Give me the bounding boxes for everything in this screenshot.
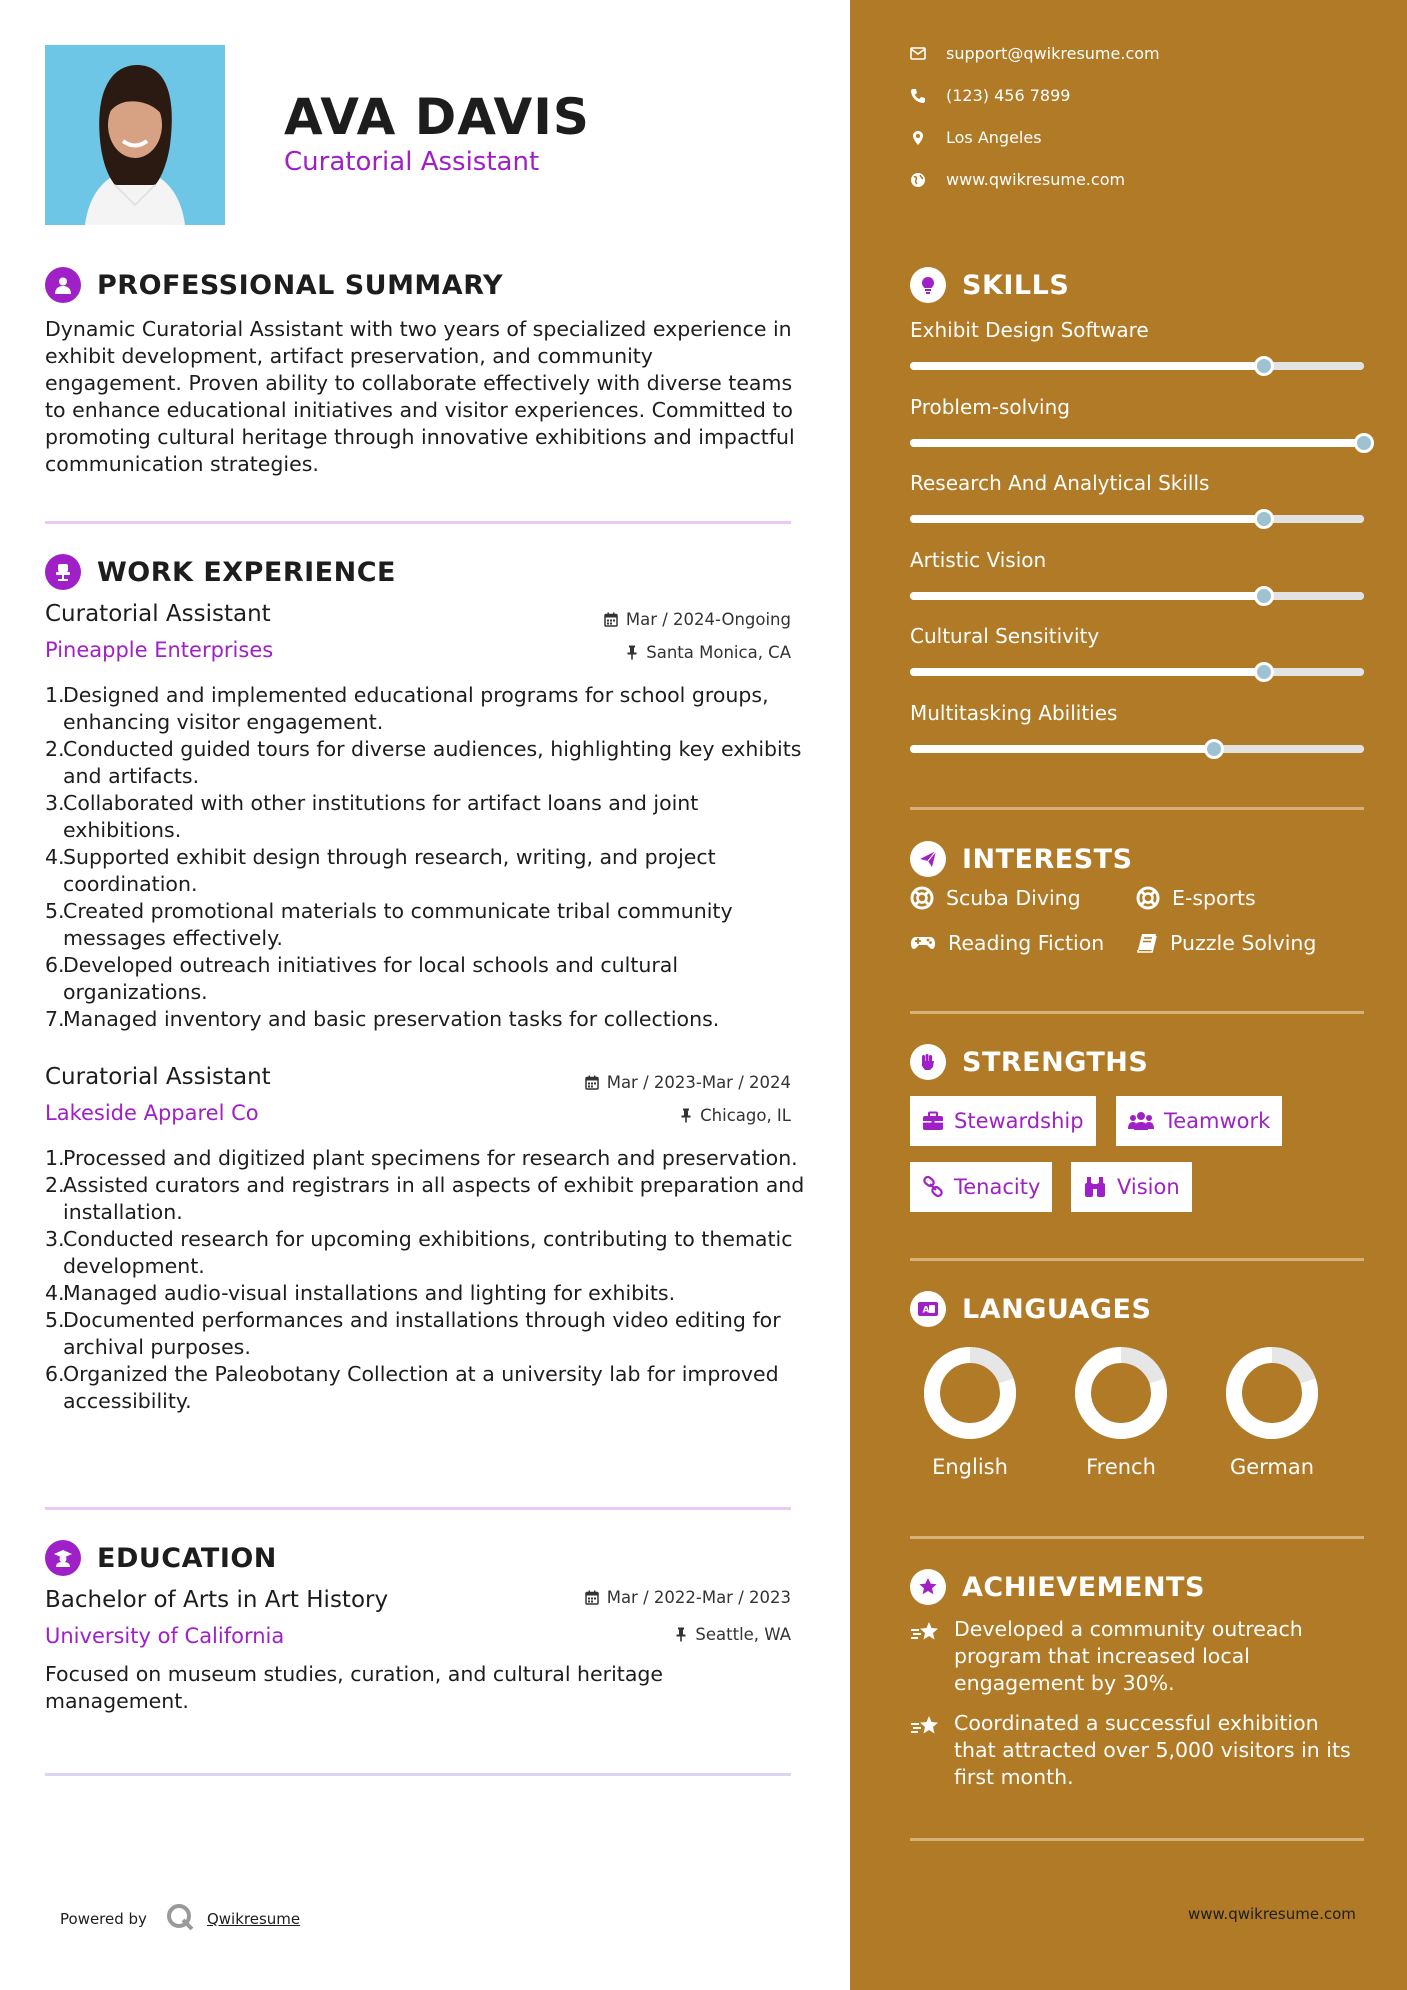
lightbulb-icon bbox=[910, 267, 946, 303]
bullet-number: 6. bbox=[45, 953, 65, 977]
education-location-text: Seattle, WA bbox=[695, 1625, 791, 1644]
job-bullet bbox=[45, 898, 805, 952]
job-bullet bbox=[45, 1307, 805, 1361]
section-divider bbox=[45, 521, 791, 524]
section-divider bbox=[910, 1838, 1364, 1841]
bullet-text: Conducted guided tours for diverse audiences, highlighting key exhibits and artifacts. bbox=[63, 737, 802, 788]
interest-label: Reading Fiction bbox=[948, 931, 1105, 955]
skill-level-knob bbox=[1254, 356, 1274, 376]
powered-by-label: Powered by bbox=[60, 1910, 147, 1928]
skill-bar-remaining bbox=[1264, 362, 1364, 370]
contact-email[interactable] bbox=[910, 44, 1160, 63]
profile-photo-image bbox=[45, 45, 225, 225]
bullet-number: 1. bbox=[45, 683, 65, 707]
section-divider bbox=[910, 1536, 1364, 1539]
skill-name: Problem-solving bbox=[910, 394, 1070, 419]
job-dates-text: Mar / 2024-Ongoing bbox=[625, 610, 791, 629]
job-bullet bbox=[45, 682, 805, 736]
skill-bar bbox=[910, 362, 1364, 370]
skill-level-knob bbox=[1254, 509, 1274, 529]
skill-bar-fill bbox=[910, 515, 1264, 523]
bullet-text: Managed audio-visual installations and lighting for exhibits. bbox=[63, 1281, 676, 1305]
powered-by bbox=[60, 1902, 300, 1936]
shooting-star-icon bbox=[910, 1620, 942, 1646]
qwikresume-logo-icon bbox=[165, 1902, 195, 1936]
contact-location bbox=[910, 128, 1042, 147]
briefcase-icon bbox=[922, 1111, 944, 1131]
bullet-number: 6. bbox=[45, 1362, 65, 1386]
education-title: EDUCATION bbox=[97, 1542, 277, 1574]
lifebuoy-icon bbox=[1136, 886, 1160, 910]
fist-icon bbox=[910, 1044, 946, 1080]
bullet-number: 5. bbox=[45, 899, 65, 923]
skill-name: Research And Analytical Skills bbox=[910, 471, 1210, 495]
skill-level-knob bbox=[1354, 433, 1374, 453]
summary-heading bbox=[45, 267, 503, 303]
achievement-item bbox=[910, 1710, 1364, 1791]
office-chair-icon bbox=[45, 554, 81, 590]
link-icon bbox=[922, 1176, 944, 1198]
job-location bbox=[680, 1106, 791, 1125]
language-item bbox=[1197, 1343, 1347, 1479]
job-dates bbox=[604, 610, 791, 629]
shooting-star-icon bbox=[910, 1714, 942, 1740]
skill-bar bbox=[910, 668, 1364, 676]
skill-bar bbox=[910, 745, 1364, 753]
job-bullet bbox=[45, 1006, 805, 1033]
interest-label: Puzzle Solving bbox=[1170, 931, 1317, 955]
job-bullet bbox=[45, 790, 805, 844]
gamepad-icon bbox=[910, 933, 936, 953]
skills-title: SKILLS bbox=[962, 269, 1070, 301]
skill-bar-remaining bbox=[1264, 592, 1364, 600]
bullet-text: Organized the Paleobotany Collection at a university lab for improved accessibility. bbox=[63, 1362, 779, 1413]
education-description: Focused on museum studies, curation, and cultural heritage management. bbox=[45, 1662, 664, 1713]
job-location-text: Santa Monica, CA bbox=[646, 643, 791, 662]
education-dates bbox=[585, 1588, 791, 1607]
language-label: German bbox=[1229, 1455, 1315, 1479]
language-label: French bbox=[1086, 1455, 1156, 1479]
calendar-icon bbox=[585, 1075, 599, 1090]
job-bullet bbox=[45, 1172, 805, 1226]
skill-bar-fill bbox=[910, 745, 1214, 753]
skill-bar-fill bbox=[910, 362, 1264, 370]
footer-url[interactable]: www.qwikresume.com bbox=[1188, 1905, 1356, 1923]
skill-bar bbox=[910, 439, 1364, 447]
job-bullet bbox=[45, 736, 805, 790]
job-dates bbox=[585, 1073, 791, 1092]
map-marker-icon bbox=[910, 130, 926, 146]
education-heading bbox=[45, 1540, 277, 1576]
achievement-text: Developed a community outreach program that increased local engagement by 30%. bbox=[954, 1617, 1303, 1695]
strength-label: Teamwork bbox=[1164, 1109, 1271, 1133]
bullet-number: 2. bbox=[45, 1173, 65, 1197]
contact-location-text: Los Angeles bbox=[946, 128, 1042, 147]
strength-label: Vision bbox=[1117, 1175, 1180, 1199]
paper-plane-icon bbox=[910, 841, 946, 877]
skill-level-knob bbox=[1204, 739, 1224, 759]
strength-label: Tenacity bbox=[954, 1175, 1041, 1199]
interest-item bbox=[1136, 931, 1316, 955]
interest-item bbox=[1136, 886, 1256, 910]
calendar-icon bbox=[604, 612, 618, 627]
interest-item bbox=[910, 886, 1081, 910]
education-dates-text: Mar / 2022-Mar / 2023 bbox=[606, 1588, 791, 1607]
bullet-text: Collaborated with other institutions for artifact loans and joint exhibitions. bbox=[63, 791, 699, 842]
job-company: Pineapple Enterprises bbox=[45, 638, 274, 662]
contact-phone-text: (123) 456 7899 bbox=[946, 86, 1071, 105]
summary-title: PROFESSIONAL SUMMARY bbox=[97, 269, 504, 301]
pin-icon bbox=[675, 1627, 687, 1642]
strengths-title: STRENGTHS bbox=[962, 1046, 1149, 1078]
bullet-text: Designed and implemented educational programs for school groups, enhancing visitor engagement. bbox=[63, 683, 769, 734]
job-bullet bbox=[45, 1145, 805, 1172]
language-donut bbox=[1071, 1343, 1171, 1443]
job-title: Curatorial Assistant bbox=[45, 601, 271, 627]
graduate-icon bbox=[45, 1540, 81, 1576]
achievement-text: Coordinated a successful exhibition that attracted over 5,000 visitors in its first month. bbox=[954, 1711, 1351, 1789]
lifebuoy-icon bbox=[910, 886, 934, 910]
bullet-number: 4. bbox=[45, 1281, 65, 1305]
strength-badge bbox=[910, 1096, 1096, 1146]
summary-text: Dynamic Curatorial Assistant with two years of specialized experience in exhibit development, artifact preservation, and community engagement. Proven ability to collaborate effectively with diverse teams to enhance educational initiatives and visitor experiences. Committed to promoting cultural heritage through innovative exhibitions and impactful communication strategies. bbox=[45, 317, 795, 476]
interest-label: E-sports bbox=[1172, 886, 1256, 910]
interest-item bbox=[910, 931, 1104, 955]
strengths-heading bbox=[910, 1044, 1148, 1080]
achievements-title: ACHIEVEMENTS bbox=[962, 1571, 1205, 1603]
section-divider bbox=[45, 1773, 791, 1776]
bullet-number: 5. bbox=[45, 1308, 65, 1332]
skill-bar-fill bbox=[910, 592, 1264, 600]
pin-icon bbox=[626, 645, 638, 660]
profile-photo bbox=[45, 45, 225, 225]
candidate-role: Curatorial Assistant bbox=[284, 147, 540, 177]
contact-email-text: support@qwikresume.com bbox=[946, 44, 1160, 63]
achievement-item bbox=[910, 1616, 1364, 1697]
bullet-number: 3. bbox=[45, 791, 65, 815]
bullet-text: Managed inventory and basic preservation tasks for collections. bbox=[63, 1007, 720, 1031]
experience-title: WORK EXPERIENCE bbox=[97, 556, 396, 588]
job-title: Curatorial Assistant bbox=[45, 1064, 271, 1090]
skill-level-knob bbox=[1254, 586, 1274, 606]
user-icon bbox=[45, 267, 81, 303]
language-item bbox=[895, 1343, 1045, 1479]
strength-badge bbox=[1071, 1162, 1192, 1212]
languages-title: LANGUAGES bbox=[962, 1293, 1152, 1325]
bullet-number: 7. bbox=[45, 1007, 65, 1031]
candidate-name: AVA DAVIS bbox=[284, 88, 590, 146]
bullet-text: Processed and digitized plant specimens for research and preservation. bbox=[63, 1146, 798, 1170]
job-bullet bbox=[45, 1280, 805, 1307]
contact-phone[interactable] bbox=[910, 86, 1070, 105]
experience-heading bbox=[45, 554, 396, 590]
skill-level-knob bbox=[1254, 662, 1274, 682]
language-donut bbox=[920, 1343, 1020, 1443]
section-divider bbox=[910, 1258, 1364, 1261]
section-divider bbox=[910, 807, 1364, 810]
bullet-number: 1. bbox=[45, 1146, 65, 1170]
education-school: University of California bbox=[45, 1624, 285, 1648]
strength-label: Stewardship bbox=[954, 1109, 1084, 1133]
skill-bar-remaining bbox=[1264, 515, 1364, 523]
education-location bbox=[675, 1625, 791, 1644]
skill-bar bbox=[910, 515, 1364, 523]
strength-badge bbox=[910, 1162, 1052, 1212]
job-bullet bbox=[45, 1361, 805, 1415]
bullet-number: 2. bbox=[45, 737, 65, 761]
skill-name: Cultural Sensitivity bbox=[910, 624, 1100, 648]
languages-heading bbox=[910, 1291, 1151, 1327]
job-bullet bbox=[45, 1226, 805, 1280]
users-icon bbox=[1128, 1111, 1154, 1131]
bullet-text: Created promotional materials to communicate tribal community messages effectively. bbox=[63, 899, 733, 950]
job-bullets bbox=[45, 682, 805, 1033]
job-location bbox=[626, 643, 791, 662]
section-divider bbox=[45, 1507, 791, 1510]
bullet-text: Conducted research for upcoming exhibitions, contributing to thematic development. bbox=[63, 1227, 793, 1278]
calendar-icon bbox=[585, 1590, 599, 1605]
interest-label: Scuba Diving bbox=[946, 886, 1081, 910]
language-icon bbox=[910, 1291, 946, 1327]
skill-name: Multitasking Abilities bbox=[910, 700, 1118, 725]
svg-text:A: A bbox=[922, 1305, 930, 1316]
pin-icon bbox=[680, 1108, 692, 1123]
skill-bar-remaining bbox=[1264, 668, 1364, 676]
bullet-text: Supported exhibit design through research, writing, and project coordination. bbox=[63, 845, 716, 896]
interests-title: INTERESTS bbox=[962, 843, 1133, 875]
book-icon bbox=[1136, 932, 1158, 954]
contact-website[interactable] bbox=[910, 170, 1125, 189]
achievements-heading bbox=[910, 1569, 1205, 1605]
job-bullet bbox=[45, 844, 805, 898]
education-degree: Bachelor of Arts in Art History bbox=[45, 1587, 389, 1613]
qwikresume-link[interactable]: Qwikresume bbox=[206, 1910, 301, 1928]
bullet-number: 4. bbox=[45, 845, 65, 869]
job-location-text: Chicago, IL bbox=[700, 1106, 791, 1125]
section-divider bbox=[910, 1011, 1364, 1014]
bullet-text: Documented performances and installations through video editing for archival purposes. bbox=[63, 1308, 781, 1359]
bullet-text: Developed outreach initiatives for local schools and cultural organizations. bbox=[63, 953, 679, 1004]
binoculars-icon bbox=[1083, 1176, 1107, 1198]
globe-icon bbox=[910, 172, 926, 188]
job-bullets bbox=[45, 1145, 805, 1415]
envelope-icon bbox=[910, 47, 926, 60]
skill-bar-remaining bbox=[1214, 745, 1364, 753]
skill-bar-fill bbox=[910, 439, 1364, 447]
language-donut bbox=[1222, 1343, 1322, 1443]
language-label: English bbox=[932, 1455, 1008, 1479]
job-dates-text: Mar / 2023-Mar / 2024 bbox=[606, 1073, 791, 1092]
skill-name: Exhibit Design Software bbox=[910, 318, 1149, 342]
skills-heading bbox=[910, 267, 1069, 303]
skill-bar-fill bbox=[910, 668, 1264, 676]
interests-heading bbox=[910, 841, 1133, 877]
skill-bar bbox=[910, 592, 1364, 600]
contact-website-text: www.qwikresume.com bbox=[946, 170, 1126, 189]
language-item bbox=[1046, 1343, 1196, 1479]
strength-badge bbox=[1116, 1096, 1282, 1146]
bullet-text: Assisted curators and registrars in all aspects of exhibit preparation and installation. bbox=[63, 1173, 805, 1224]
skill-name: Artistic Vision bbox=[910, 547, 1047, 572]
phone-icon bbox=[910, 88, 926, 104]
bullet-number: 3. bbox=[45, 1227, 65, 1251]
star-badge-icon bbox=[910, 1569, 946, 1605]
job-company: Lakeside Apparel Co bbox=[45, 1101, 259, 1125]
job-bullet bbox=[45, 952, 805, 1006]
